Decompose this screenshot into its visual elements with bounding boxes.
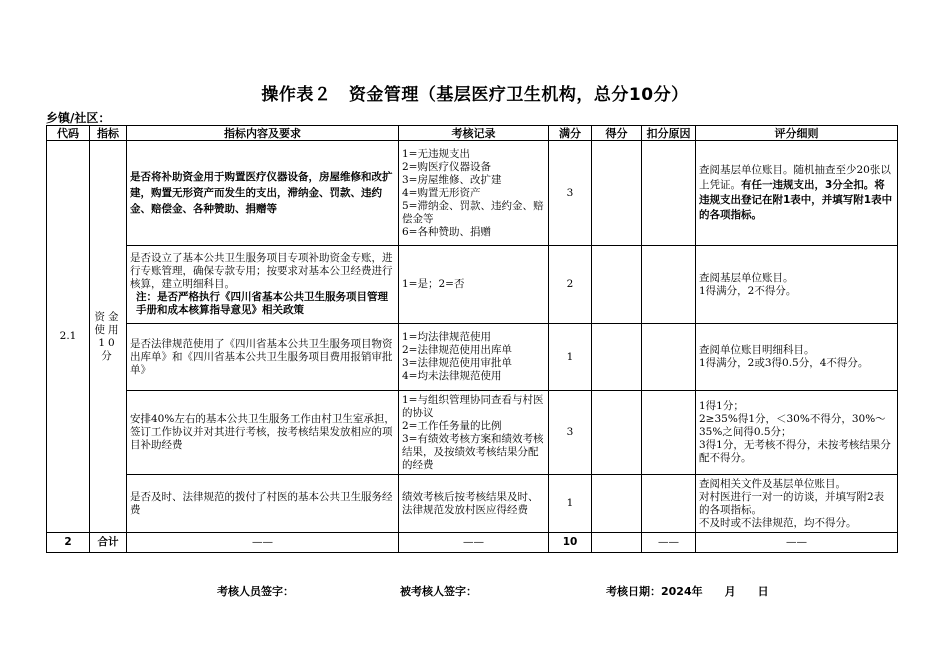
rule-line: 1得满分，2或3得0.5分，4不得分。 <box>699 357 869 369</box>
record-line: 4=购置无形资产 <box>402 186 481 199</box>
record-line: 2=购医疗仪器设备 <box>402 160 491 173</box>
page-title: 操作表２ 资金管理（基层医疗卫生机构，总分10分） <box>261 85 689 105</box>
record-line: 4=均未法律规范使用 <box>402 370 502 382</box>
total-content-dash: —— <box>127 533 399 553</box>
content-cell: 是否法律规范使用了《四川省基本公共卫生服务项目物资出库单》和《四川省基本公共卫生服务项目费用报销审批单》 <box>127 324 399 391</box>
full-score-cell: 2 <box>549 246 592 324</box>
deduction-reason-cell[interactable] <box>642 475 696 533</box>
header-rules: 评分细则 <box>696 126 898 141</box>
examinee-signature-label: 被考核人签字： <box>400 585 477 598</box>
table-row <box>47 324 898 391</box>
full-score-cell: 3 <box>549 391 592 475</box>
header-record: 考核记录 <box>399 126 549 141</box>
total-rule-dash: —— <box>696 533 898 553</box>
town-label: 乡镇/社区： <box>46 111 111 125</box>
header-code: 代码 <box>47 126 90 141</box>
score-cell[interactable] <box>592 324 642 391</box>
header-score: 得分 <box>592 126 642 141</box>
header-content: 指标内容及要求 <box>127 126 399 141</box>
deduction-reason-cell[interactable] <box>642 246 696 324</box>
full-score-cell: 1 <box>549 324 592 391</box>
record-cell: 绩效考核后按考核结果及时、法律规范发放村医应得经费 <box>399 475 549 533</box>
examiner-signature-label: 考核人员签字： <box>217 585 294 598</box>
rule-line: 2≥35%得1分，＜30%不得分，30%～35%之间得0.5分； <box>699 413 886 438</box>
record-line: 2=工作任务量的比例 <box>402 419 502 432</box>
rule-line: 查阅基层单位账目。 <box>699 271 794 284</box>
header-deduction-reason: 扣分原因 <box>642 126 696 141</box>
total-score-cell[interactable] <box>592 533 642 553</box>
score-cell[interactable] <box>592 391 642 475</box>
record-line: 1=无违规支出 <box>402 147 470 160</box>
content-cell: 是否将补助资金用于购置医疗仪器设备，房屋维修和改扩建，购置无形资产而发生的支出，滞纳金、罚款、违约金、赔偿金、各种赞助、捐赠等 <box>127 141 399 246</box>
table-row <box>47 475 898 533</box>
group-code: 2.1 <box>47 141 90 533</box>
score-cell[interactable] <box>592 141 642 246</box>
record-cell <box>399 246 549 324</box>
content-cell <box>127 246 399 324</box>
record-line: 3=房屋维修、改扩建 <box>402 173 502 186</box>
rule-line: 对村医进行一对一的访谈，并填写附2表的各项指标。 <box>699 490 885 516</box>
record-line: 1=与组织管理协同查看与村医的协议 <box>402 393 544 419</box>
record-line: 1=均法律规范使用 <box>402 331 491 343</box>
rule-line: 3得1分，无考核不得分，未按考核结果分配不得分。 <box>699 439 891 464</box>
deduction-reason-cell[interactable] <box>642 391 696 475</box>
assessment-table <box>46 125 898 553</box>
content-text: 是否设立了基本公共卫生服务项目专项补助资金专账，进行专账管理，确保专款专用；按要求对基本公卫经费进行核算，建立明细科目。 <box>130 252 393 290</box>
full-score-cell: 1 <box>549 475 592 533</box>
assessment-date-label: 考核日期：2024年 月 日 <box>606 585 769 598</box>
table-row <box>47 141 898 246</box>
record-line: 3=有绩效考核方案和绩效考核结果，及按绩效考核结果分配的经费 <box>402 432 544 471</box>
total-code: 2 <box>47 533 90 553</box>
header-full-score: 满分 <box>549 126 592 141</box>
record-cell <box>399 141 549 246</box>
content-note: 注：是否严格执行《四川省基本公共卫生服务项目管理手册和成本核算指导意见》相关政策 <box>136 291 388 316</box>
content-cell: 安排40%左右的基本公共卫生服务工作由村卫生室承担，签订工作协议并对其进行考核，按考核结果发放相应的项目补助经费 <box>127 391 399 475</box>
rule-cell <box>696 475 898 533</box>
total-full-score: 10 <box>549 533 592 553</box>
total-record-dash: —— <box>399 533 549 553</box>
total-row <box>47 533 898 553</box>
score-cell[interactable] <box>592 246 642 324</box>
total-deduction-dash: —— <box>642 533 696 553</box>
rule-cell <box>696 391 898 475</box>
rule-cell <box>696 324 898 391</box>
header-indicator: 指标 <box>90 126 127 141</box>
table-row <box>47 246 898 324</box>
table-row <box>47 391 898 475</box>
rule-cell <box>696 141 898 246</box>
record-line: 1=是；2=否 <box>402 278 465 290</box>
deduction-reason-cell[interactable] <box>642 141 696 246</box>
header-row <box>47 126 898 141</box>
record-cell <box>399 324 549 391</box>
record-line: 2=法律规范使用出库单 <box>402 344 512 356</box>
rule-line: 1得满分，2不得分。 <box>699 284 797 297</box>
full-score-cell: 3 <box>549 141 592 246</box>
rule-line: 查阅相关文件及基层单位账目。 <box>699 477 846 490</box>
rule-bold: 有任一违规支出，3分全扣。将违规支出登记在附1表中，并填写附1表中的各项指标。 <box>699 179 893 221</box>
record-cell <box>399 391 549 475</box>
rule-cell <box>696 246 898 324</box>
rule-line: 不及时或不法律规范，均不得分。 <box>699 516 857 529</box>
deduction-reason-cell[interactable] <box>642 324 696 391</box>
rule-line: 查阅单位账目明细科目。 <box>699 344 815 356</box>
rule-line: 1得1分； <box>699 400 744 412</box>
record-line: 6=各种赞助、捐赠 <box>402 225 491 238</box>
rule-plain: 查阅基层单位账目。随机抽查至少20张以上凭证。 <box>699 164 891 191</box>
record-line: 5=滞纳金、罚款、违约金、赔偿金等 <box>402 199 544 225</box>
record-line: 3=法律规范使用审批单 <box>402 357 512 369</box>
total-label: 合计 <box>90 533 127 553</box>
content-cell: 是否及时、法律规范的拨付了村医的基本公共卫生服务经费 <box>127 475 399 533</box>
group-indicator: 资金使用10分 <box>90 141 127 533</box>
score-cell[interactable] <box>592 475 642 533</box>
